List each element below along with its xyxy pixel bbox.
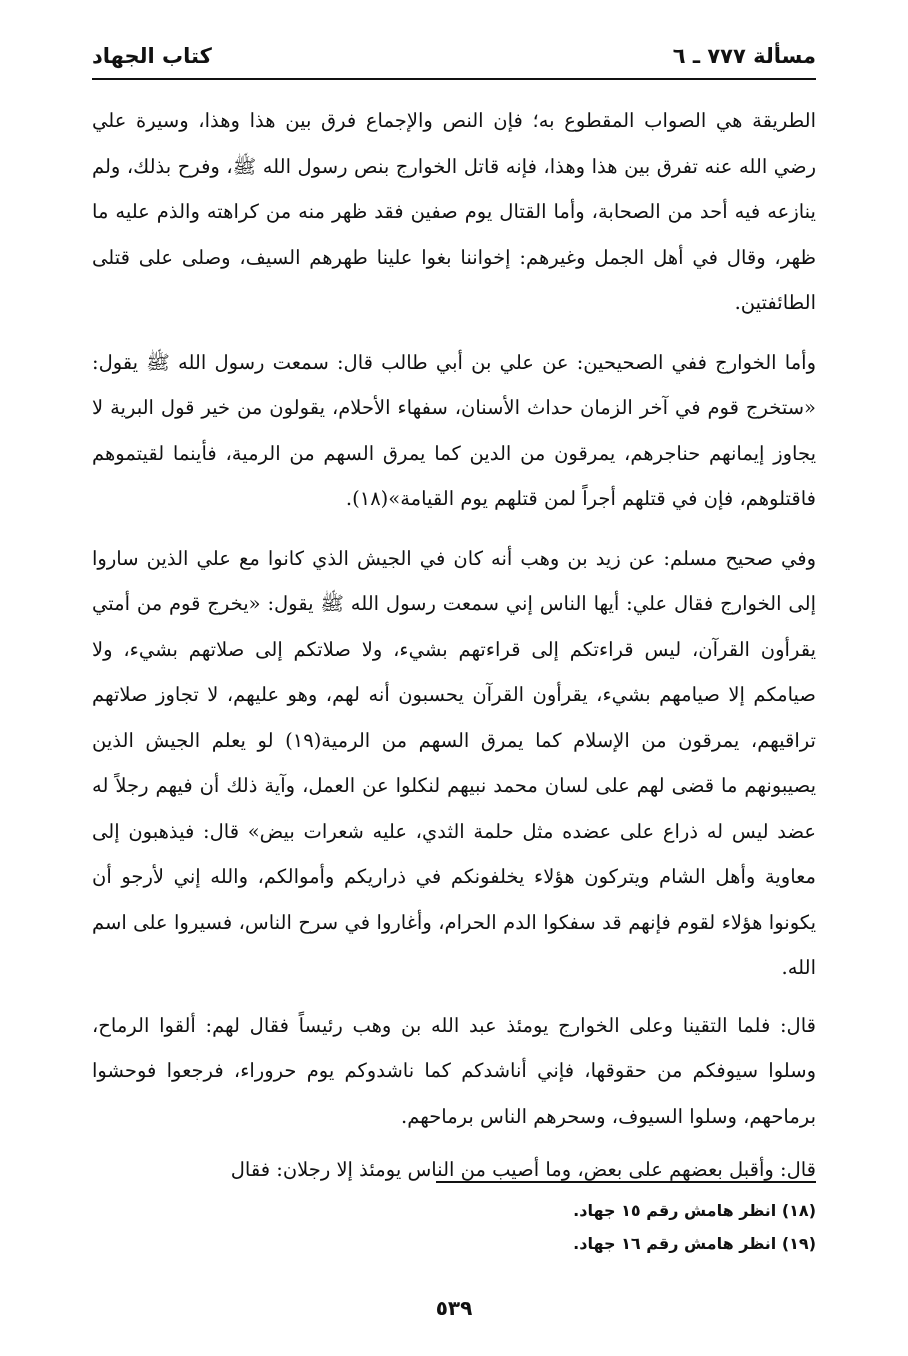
page-number: ٥٣٩ (435, 1296, 473, 1320)
footnote: (١٩) انظر هامش رقم ١٦ جهاد. (573, 1234, 816, 1253)
paragraph: قال: وأقبل بعضهم على بعض، وما أصيب من الناس يومئذ إلا رجلان: فقال (230, 1158, 816, 1181)
paragraph: وفي صحيح مسلم: عن زيد بن وهب أنه كان في الجيش الذي كانوا مع علي الذين ساروا إلى الخوارج فقال علي: أيها الناس إني سمعت رسول الله ﷺ يقول: «يخرج قوم من أمتي يقرأون القرآن، ليس قراءتكم إلى قراءتهم بشيء، ولا صلاتكم إلى صلاتهم بشيء، ولا صيامكم إلا صيامهم بشيء، يقرأون القرآن يحسبون أنه لهم، وهو عليهم، لا تجاوز صلاتهم تراقيهم، يمرقون من الإسلام كما يمرق السهم من الرمية(١٩) لو يعلم الجيش الذين يصيبونهم ما قضى لهم على لسان محمد نبيهم لنكلوا عن العمل، وآية ذلك أن فيهم رجلاً له عضد ليس له ذراع على عضده مثل حلمة الثدي، عليه شعرات بيض» قال: فيذهبون إلى معاوية وأهل الشام ويتركون هؤلاء يخلفونكم في ذراريكم وأموالكم، والله إني لأرجو أن يكونوا هؤلاء لقوم فإنهم قد سفكوا الدم الحرام، وأغاروا في سرح الناس، فسيروا على اسم الله. (92, 546, 816, 979)
book-title: كتاب الجهاد (92, 44, 212, 68)
running-header (92, 36, 816, 76)
paragraph: الطريقة هي الصواب المقطوع به؛ فإن النص والإجماع فرق بين هذا وهذا، وسيرة علي رضي الله عنه تفرق بين هذا وهذا، فإنه قاتل الخوارج بنص رسول الله ﷺ، وفرح بذلك، ولم ينازعه فيه أحد من الصحابة، وأما القتال يوم صفين فقد ظهر منه من كراهته والذم عليه ما ظهر، وقال في أهل الجمل وغيرهم: إخواننا بغوا علينا طهرهم السيف، وصلى على قتلى الطائفتين. (92, 109, 816, 314)
paragraph: قال: فلما التقينا وعلى الخوارج يومئذ عبد الله بن وهب رئيساً فقال لهم: ألقوا الرماح، وسلوا سيوفكم من حقوقها، فإني أناشدكم كما ناشدوكم يوم حروراء، فرجعوا فوحشوا برماحهم، وسلوا السيوف، وسحرهم الناس برماحهم. (92, 1013, 816, 1128)
issue-reference: مسألة ٧٧٧ ـ ٦ (672, 44, 816, 68)
header-divider (92, 78, 816, 80)
footnote: (١٨) انظر هامش رقم ١٥ جهاد. (573, 1201, 816, 1220)
footnote-divider (436, 1181, 816, 1183)
paragraph: وأما الخوارج ففي الصحيحين: عن علي بن أبي طالب قال: سمعت رسول الله ﷺ يقول: «ستخرج قوم في آخر الزمان حداث الأسنان، سفهاء الأحلام، يقولون من خير قول البرية لا يجاوز إيمانهم حناجرهم، يمرقون من الدين كما يمرق السهم من الرمية، فأينما لقيتموهم فاقتلوهم، فإن في قتلهم أجراً لمن قتلهم يوم القيامة»(١٨). (92, 350, 816, 510)
footnotes (92, 1194, 816, 1260)
main-text (92, 98, 816, 1193)
